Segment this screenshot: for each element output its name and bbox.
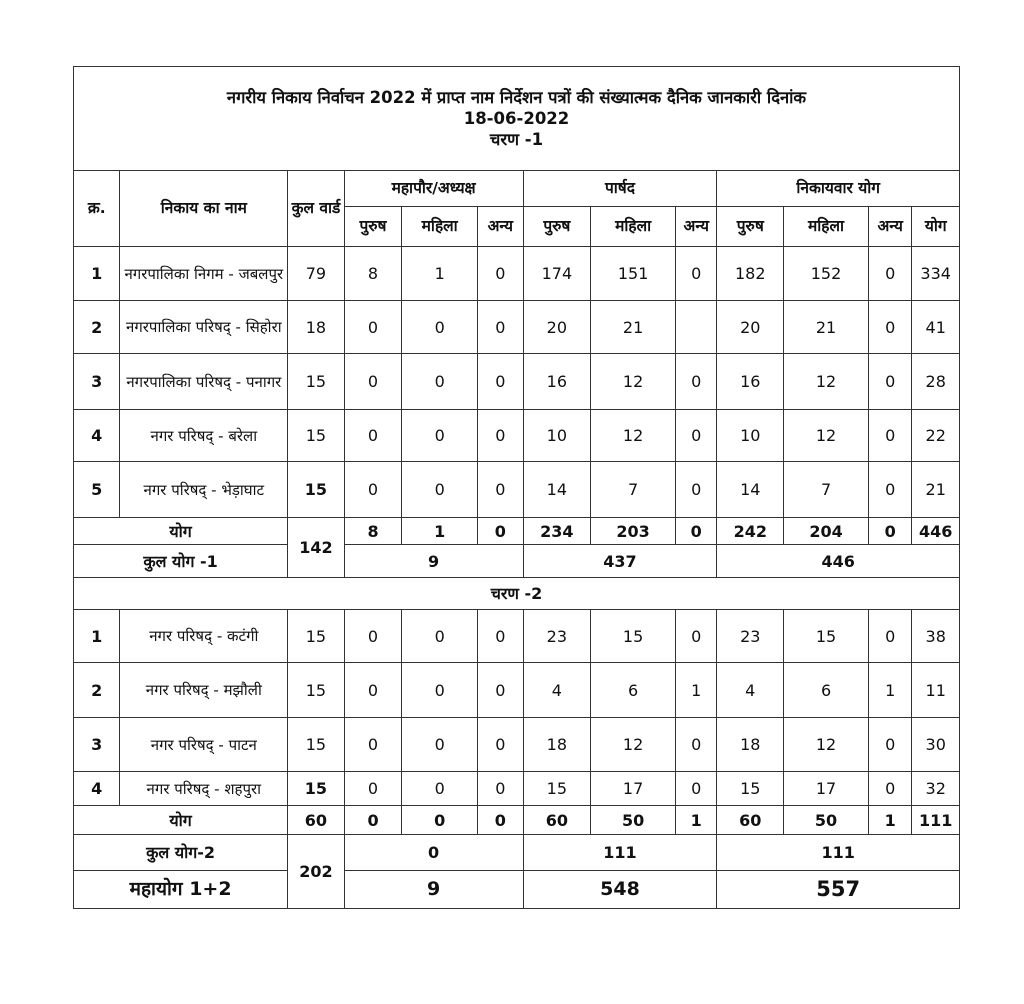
total-female-cell: 15 bbox=[784, 610, 869, 663]
table-row bbox=[74, 663, 960, 718]
wards-cell: 15 bbox=[288, 462, 345, 518]
total-male-cell: 10 bbox=[717, 410, 784, 462]
councillor-male-cell: 16 bbox=[523, 354, 591, 410]
councillor-female-cell: 7 bbox=[591, 462, 676, 518]
serial-cell: 5 bbox=[74, 462, 120, 518]
mayor-male-cell: 0 bbox=[344, 718, 402, 772]
mayor-other-sum: 0 bbox=[478, 806, 523, 835]
councillor-female-cell: 12 bbox=[591, 718, 676, 772]
mayor-male-cell: 0 bbox=[344, 410, 402, 462]
header-female: महिला bbox=[591, 207, 676, 247]
header-male: पुरुष bbox=[717, 207, 784, 247]
phase2-grand-label: कुल योग-2 bbox=[74, 835, 288, 871]
councillor-other-sum: 0 bbox=[676, 518, 717, 545]
mayor-female-sum: 0 bbox=[402, 806, 478, 835]
total-other-cell: 0 bbox=[868, 718, 911, 772]
councillor-other-sum: 1 bbox=[676, 806, 717, 835]
total-other-cell: 1 bbox=[868, 663, 911, 718]
mayor-male-cell: 8 bbox=[344, 247, 402, 301]
mayor-female-cell: 0 bbox=[402, 663, 478, 718]
total-other-cell: 0 bbox=[868, 772, 911, 806]
phase2-heading: चरण -2 bbox=[74, 578, 960, 610]
councillor-other-cell: 0 bbox=[676, 772, 717, 806]
total-male-cell: 16 bbox=[717, 354, 784, 410]
mahayog-mayor: 9 bbox=[344, 871, 523, 909]
phase1-mayor-grand: 9 bbox=[344, 545, 523, 578]
phase1-grand-row bbox=[74, 545, 960, 578]
header-body-name: निकाय का नाम bbox=[120, 171, 288, 247]
header-other: अन्य bbox=[868, 207, 911, 247]
wards-cell: 79 bbox=[288, 247, 345, 301]
total-cell: 22 bbox=[912, 410, 960, 462]
wards-cell: 15 bbox=[288, 410, 345, 462]
body-name-cell: नगरपालिका निगम - जबलपुर bbox=[120, 247, 288, 301]
mayor-male-cell: 0 bbox=[344, 301, 402, 354]
serial-cell: 3 bbox=[74, 354, 120, 410]
header-other: अन्य bbox=[478, 207, 523, 247]
mayor-female-sum: 1 bbox=[402, 518, 478, 545]
councillor-other-cell: 0 bbox=[676, 410, 717, 462]
body-name-cell: नगर परिषद् - कटंगी bbox=[120, 610, 288, 663]
header-total-wards: कुल वार्ड bbox=[288, 171, 345, 247]
total-female-cell: 7 bbox=[784, 462, 869, 518]
serial-cell: 2 bbox=[74, 663, 120, 718]
councillor-female-cell: 151 bbox=[591, 247, 676, 301]
mahayog-row bbox=[74, 871, 960, 909]
councillor-male-cell: 18 bbox=[523, 718, 591, 772]
total-cell: 30 bbox=[912, 718, 960, 772]
title-phase: चरण -1 bbox=[489, 130, 544, 149]
header-male: पुरुष bbox=[344, 207, 402, 247]
table-row bbox=[74, 462, 960, 518]
phase2-bodywise-grand: 111 bbox=[717, 835, 960, 871]
total-female-cell: 6 bbox=[784, 663, 869, 718]
councillor-other-cell: 0 bbox=[676, 354, 717, 410]
mayor-other-cell: 0 bbox=[478, 610, 523, 663]
nomination-table bbox=[73, 66, 960, 909]
mayor-female-cell: 0 bbox=[402, 462, 478, 518]
mayor-female-cell: 0 bbox=[402, 718, 478, 772]
mayor-male-cell: 0 bbox=[344, 462, 402, 518]
wards-cell: 15 bbox=[288, 772, 345, 806]
total-cell: 21 bbox=[912, 462, 960, 518]
mayor-other-cell: 0 bbox=[478, 410, 523, 462]
phase2-sum-label: योग bbox=[74, 806, 288, 835]
mayor-male-cell: 0 bbox=[344, 663, 402, 718]
total-cell: 41 bbox=[912, 301, 960, 354]
total-male-cell: 182 bbox=[717, 247, 784, 301]
councillor-other-cell: 0 bbox=[676, 462, 717, 518]
total-other-cell: 0 bbox=[868, 462, 911, 518]
phase2-mayor-grand: 0 bbox=[344, 835, 523, 871]
header-bodywise-group: निकायवार योग bbox=[717, 171, 960, 207]
mahayog-label: महायोग 1+2 bbox=[74, 871, 288, 909]
mayor-male-cell: 0 bbox=[344, 772, 402, 806]
councillor-female-cell: 17 bbox=[591, 772, 676, 806]
councillor-male-cell: 15 bbox=[523, 772, 591, 806]
councillor-female-cell: 6 bbox=[591, 663, 676, 718]
table-row bbox=[74, 410, 960, 462]
wards-cell: 15 bbox=[288, 718, 345, 772]
table-row bbox=[74, 354, 960, 410]
total-female-cell: 12 bbox=[784, 410, 869, 462]
title-row bbox=[74, 67, 960, 171]
title-date: 18-06-2022 bbox=[463, 109, 570, 128]
wards-cell: 15 bbox=[288, 610, 345, 663]
header-other: अन्य bbox=[676, 207, 717, 247]
report-sheet bbox=[73, 66, 960, 909]
total-male-cell: 23 bbox=[717, 610, 784, 663]
header-female: महिला bbox=[402, 207, 478, 247]
phase2-sum-row bbox=[74, 806, 960, 835]
mayor-other-cell: 0 bbox=[478, 247, 523, 301]
mayor-other-cell: 0 bbox=[478, 462, 523, 518]
councillor-male-cell: 174 bbox=[523, 247, 591, 301]
total-cell: 28 bbox=[912, 354, 960, 410]
councillor-male-cell: 4 bbox=[523, 663, 591, 718]
mahayog-bodywise: 557 bbox=[717, 871, 960, 909]
phase1-sum-label: योग bbox=[74, 518, 288, 545]
total-male-sum: 242 bbox=[717, 518, 784, 545]
mayor-male-sum: 8 bbox=[344, 518, 402, 545]
table-row bbox=[74, 247, 960, 301]
total-sum: 111 bbox=[912, 806, 960, 835]
overall-wards-total: 202 bbox=[288, 835, 345, 909]
total-cell: 32 bbox=[912, 772, 960, 806]
wards-cell: 15 bbox=[288, 663, 345, 718]
total-male-cell: 14 bbox=[717, 462, 784, 518]
total-male-cell: 15 bbox=[717, 772, 784, 806]
header-male: पुरुष bbox=[523, 207, 591, 247]
table-row bbox=[74, 301, 960, 354]
councillor-male-sum: 234 bbox=[523, 518, 591, 545]
mayor-other-cell: 0 bbox=[478, 772, 523, 806]
serial-cell: 4 bbox=[74, 772, 120, 806]
phase1-grand-label: कुल योग -1 bbox=[74, 545, 288, 578]
councillor-female-cell: 12 bbox=[591, 354, 676, 410]
total-other-cell: 0 bbox=[868, 610, 911, 663]
mayor-other-cell: 0 bbox=[478, 718, 523, 772]
title-line-1: नगरीय निकाय निर्वाचन 2022 में प्राप्त नाम निर्देशन पत्रों की संख्यात्मक दैनिक जानकारी दिनांक bbox=[226, 88, 807, 107]
mayor-male-cell: 0 bbox=[344, 354, 402, 410]
mayor-male-cell: 0 bbox=[344, 610, 402, 663]
serial-cell: 4 bbox=[74, 410, 120, 462]
serial-cell: 3 bbox=[74, 718, 120, 772]
councillor-female-sum: 50 bbox=[591, 806, 676, 835]
total-other-sum: 0 bbox=[868, 518, 911, 545]
body-name-cell: नगरपालिका परिषद् - पनागर bbox=[120, 354, 288, 410]
total-female-cell: 12 bbox=[784, 354, 869, 410]
wards-cell: 18 bbox=[288, 301, 345, 354]
total-cell: 11 bbox=[912, 663, 960, 718]
phase1-bodywise-grand: 446 bbox=[717, 545, 960, 578]
councillor-other-cell bbox=[676, 301, 717, 354]
total-female-sum: 50 bbox=[784, 806, 869, 835]
body-name-cell: नगर परिषद् - मझौली bbox=[120, 663, 288, 718]
total-male-cell: 18 bbox=[717, 718, 784, 772]
councillor-male-cell: 20 bbox=[523, 301, 591, 354]
councillor-male-cell: 14 bbox=[523, 462, 591, 518]
mayor-male-sum: 0 bbox=[344, 806, 402, 835]
header-row-1 bbox=[74, 171, 960, 207]
phase1-sum-row bbox=[74, 518, 960, 545]
mayor-female-cell: 0 bbox=[402, 410, 478, 462]
councillor-other-cell: 0 bbox=[676, 718, 717, 772]
body-name-cell: नगर परिषद् - पाटन bbox=[120, 718, 288, 772]
mayor-other-cell: 0 bbox=[478, 301, 523, 354]
body-name-cell: नगरपालिका परिषद् - सिहोरा bbox=[120, 301, 288, 354]
phase2-grand-row bbox=[74, 835, 960, 871]
serial-cell: 1 bbox=[74, 247, 120, 301]
table-row bbox=[74, 772, 960, 806]
serial-cell: 2 bbox=[74, 301, 120, 354]
councillor-male-sum: 60 bbox=[523, 806, 591, 835]
mayor-other-sum: 0 bbox=[478, 518, 523, 545]
total-female-cell: 12 bbox=[784, 718, 869, 772]
body-name-cell: नगर परिषद् - भेड़ाघाट bbox=[120, 462, 288, 518]
header-mayor-group: महापौर/अध्यक्ष bbox=[344, 171, 523, 207]
mayor-female-cell: 0 bbox=[402, 772, 478, 806]
header-councillor-group: पार्षद bbox=[523, 171, 717, 207]
header-female: महिला bbox=[784, 207, 869, 247]
total-male-cell: 20 bbox=[717, 301, 784, 354]
councillor-male-cell: 23 bbox=[523, 610, 591, 663]
header-serial: क्र. bbox=[74, 171, 120, 247]
councillor-other-cell: 0 bbox=[676, 610, 717, 663]
councillor-female-cell: 21 bbox=[591, 301, 676, 354]
total-other-cell: 0 bbox=[868, 247, 911, 301]
mayor-other-cell: 0 bbox=[478, 354, 523, 410]
councillor-male-cell: 10 bbox=[523, 410, 591, 462]
body-name-cell: नगर परिषद् - शहपुरा bbox=[120, 772, 288, 806]
report-title bbox=[74, 67, 960, 171]
phase1-wards-total: 142 bbox=[288, 518, 345, 578]
total-cell: 334 bbox=[912, 247, 960, 301]
mayor-female-cell: 0 bbox=[402, 354, 478, 410]
mayor-female-cell: 0 bbox=[402, 610, 478, 663]
table-row bbox=[74, 718, 960, 772]
total-other-cell: 0 bbox=[868, 354, 911, 410]
mayor-female-cell: 1 bbox=[402, 247, 478, 301]
total-other-cell: 0 bbox=[868, 301, 911, 354]
total-female-cell: 17 bbox=[784, 772, 869, 806]
total-female-cell: 21 bbox=[784, 301, 869, 354]
total-female-cell: 152 bbox=[784, 247, 869, 301]
councillor-female-cell: 15 bbox=[591, 610, 676, 663]
total-male-cell: 4 bbox=[717, 663, 784, 718]
total-female-sum: 204 bbox=[784, 518, 869, 545]
total-sum: 446 bbox=[912, 518, 960, 545]
body-name-cell: नगर परिषद् - बरेला bbox=[120, 410, 288, 462]
councillor-other-cell: 1 bbox=[676, 663, 717, 718]
phase2-wards-sum: 60 bbox=[288, 806, 345, 835]
mayor-female-cell: 0 bbox=[402, 301, 478, 354]
total-other-cell: 0 bbox=[868, 410, 911, 462]
councillor-other-cell: 0 bbox=[676, 247, 717, 301]
phase2-heading-row bbox=[74, 578, 960, 610]
total-male-sum: 60 bbox=[717, 806, 784, 835]
total-other-sum: 1 bbox=[868, 806, 911, 835]
header-total: योग bbox=[912, 207, 960, 247]
phase2-councillor-grand: 111 bbox=[523, 835, 717, 871]
mayor-other-cell: 0 bbox=[478, 663, 523, 718]
table-row bbox=[74, 610, 960, 663]
total-cell: 38 bbox=[912, 610, 960, 663]
serial-cell: 1 bbox=[74, 610, 120, 663]
phase1-councillor-grand: 437 bbox=[523, 545, 717, 578]
councillor-female-sum: 203 bbox=[591, 518, 676, 545]
wards-cell: 15 bbox=[288, 354, 345, 410]
councillor-female-cell: 12 bbox=[591, 410, 676, 462]
mahayog-councillor: 548 bbox=[523, 871, 717, 909]
